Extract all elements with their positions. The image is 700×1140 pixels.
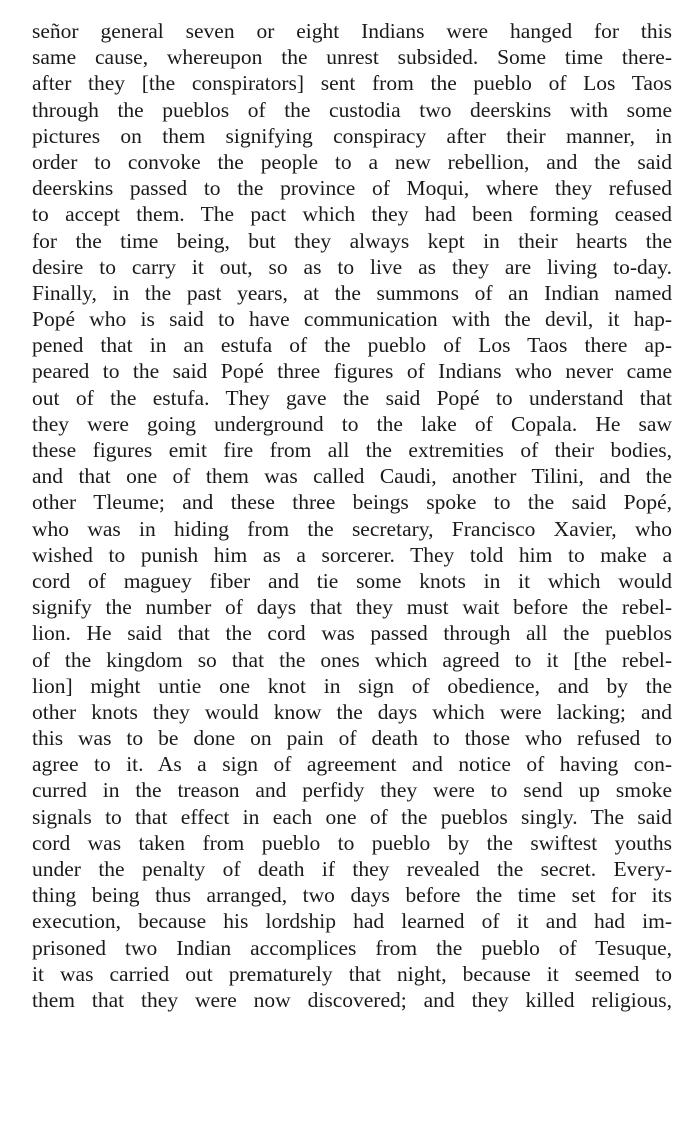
- text-line: Popé who is said to have communication with the devil, it hap-: [32, 307, 672, 332]
- text-line: peared to the said Popé three figures of Indians who never came: [32, 359, 672, 384]
- text-line: pictures on them signifying conspiracy after their manner, in: [32, 123, 672, 148]
- text-line: wished to punish him as a sorcerer. They told him to make a: [32, 542, 672, 567]
- text-line: agree to it. As a sign of agreement and notice of having con-: [32, 752, 672, 777]
- text-line: to accept them. The pact which they had been forming ceased: [32, 202, 672, 227]
- text-line: through the pueblos of the custodia two deerskins with some: [32, 97, 672, 122]
- text-line: them that they were now discovered; and they killed religious,: [32, 987, 672, 1012]
- text-line: other knots they would know the days which were lacking; and: [32, 699, 672, 724]
- text-line: after they [the conspirators] sent from the pueblo of Los Taos: [32, 71, 672, 96]
- text-line: Finally, in the past years, at the summons of an Indian named: [32, 280, 672, 305]
- text-line: who was in hiding from the secretary, Francisco Xavier, who: [32, 516, 672, 541]
- body-text: [32, 18, 672, 1013]
- text-line: out of the estufa. They gave the said Popé to understand that: [32, 385, 672, 410]
- text-line: this was to be done on pain of death to those who refused to: [32, 726, 672, 751]
- text-line: prisoned two Indian accomplices from the pueblo of Tesuque,: [32, 935, 672, 960]
- text-line: and that one of them was called Caudi, another Tilini, and the: [32, 464, 672, 489]
- text-line: these figures emit fire from all the extremities of their bodies,: [32, 438, 672, 462]
- text-line: of the kingdom so that the ones which agreed to it [the rebel-: [32, 647, 672, 672]
- text-line: deerskins passed to the province of Moqui, where they refused: [32, 176, 672, 201]
- text-line: thing being thus arranged, two days before the time set for its: [32, 883, 672, 908]
- text-line: they were going underground to the lake of Copala. He saw: [32, 411, 672, 436]
- text-line: it was carried out prematurely that night, because it seemed to: [32, 961, 672, 986]
- text-line: desire to carry it out, so as to live as they are living to-day.: [32, 254, 672, 279]
- text-line: señor general seven or eight Indians were hanged for this: [32, 19, 672, 43]
- text-line: curred in the treason and perfidy they were to send up smoke: [32, 778, 672, 803]
- text-line: signify the number of days that they must wait before the rebel-: [32, 595, 672, 620]
- text-line: cord of maguey fiber and tie some knots in it which would: [32, 568, 672, 593]
- text-line: other Tleume; and these three beings spoke to the said Popé,: [32, 490, 672, 515]
- text-line: pened that in an estufa of the pueblo of Los Taos there ap-: [32, 333, 672, 358]
- text-line: lion] might untie one knot in sign of obedience, and by the: [32, 673, 672, 698]
- text-line: order to convoke the people to a new rebellion, and the said: [32, 149, 672, 174]
- text-line: under the penalty of death if they revealed the secret. Every-: [32, 857, 672, 881]
- text-line: lion. He said that the cord was passed through all the pueblos: [32, 621, 672, 646]
- text-line: for the time being, but they always kept in their hearts the: [32, 228, 672, 253]
- text-line: signals to that effect in each one of the pueblos singly. The said: [32, 804, 672, 829]
- text-line: execution, because his lordship had learned of it and had im-: [32, 909, 672, 934]
- text-line: same cause, whereupon the unrest subsided. Some time there-: [32, 45, 672, 70]
- text-line: cord was taken from pueblo to pueblo by the swiftest youths: [32, 830, 672, 855]
